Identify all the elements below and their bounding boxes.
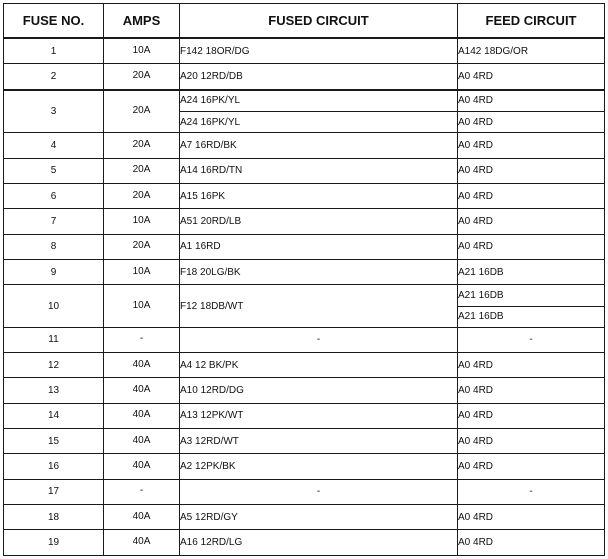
feed-circuit-cell: A21 16DB xyxy=(458,285,605,306)
fused-circuit-cell-text: F12 18DB/WT xyxy=(180,300,244,312)
table-row xyxy=(4,259,605,284)
amps-cell-text: 20A xyxy=(132,104,151,116)
fuse-number-cell xyxy=(4,327,104,352)
fused-circuit-cell-text: A10 12RD/DG xyxy=(180,385,244,397)
fuse-number-cell xyxy=(4,530,104,556)
fused-circuit-cell-text: A15 16PK xyxy=(180,190,226,202)
fused-circuit-cell xyxy=(180,158,458,183)
table-row xyxy=(4,90,605,112)
amps-cell xyxy=(104,209,180,234)
feed-circuit-cell: A0 4RD xyxy=(458,133,605,158)
amps-cell xyxy=(104,90,180,133)
amps-cell xyxy=(104,183,180,208)
amps-cell xyxy=(104,505,180,530)
fuse-number-cell xyxy=(4,183,104,208)
feed-circuit-cell: A0 4RD xyxy=(458,90,605,112)
fused-circuit-cell-text: A2 12PK/BK xyxy=(180,461,236,473)
fused-circuit-cell xyxy=(180,429,458,454)
fuse-number-cell xyxy=(4,285,104,328)
amps-cell xyxy=(104,403,180,428)
fused-circuit-cell-text: A20 12RD/DB xyxy=(180,71,243,83)
fuse-number-cell xyxy=(4,209,104,234)
feed-circuit-cell: A21 16DB xyxy=(458,306,605,327)
fused-circuit-cell-text: A24 16PK/YL xyxy=(180,95,241,107)
amps-cell xyxy=(104,378,180,403)
amps-cell-text: 40A xyxy=(132,384,151,396)
fused-circuit-cell xyxy=(180,183,458,208)
amps-cell xyxy=(104,327,180,352)
fuse-number-cell xyxy=(4,353,104,378)
fuse-number-cell-text: 19 xyxy=(47,537,60,549)
fused-circuit-cell xyxy=(180,234,458,259)
fused-circuit-cell xyxy=(180,285,458,328)
fuse-number-cell xyxy=(4,90,104,133)
fuse-number-cell xyxy=(4,64,104,90)
fuse-number-cell-text: 10 xyxy=(47,300,60,312)
fuse-number-cell-text: 8 xyxy=(50,241,57,253)
amps-cell-text: 20A xyxy=(132,240,151,252)
feed-circuit-cell: A0 4RD xyxy=(458,505,605,530)
fused-circuit-cell-text: A5 12RD/GY xyxy=(180,511,238,523)
fused-circuit-cell-text: - xyxy=(316,334,321,346)
feed-circuit-cell: A0 4RD xyxy=(458,111,605,132)
fuse-number-cell xyxy=(4,429,104,454)
fuse-number-cell-text: 6 xyxy=(50,190,57,202)
amps-cell-text: 10A xyxy=(132,299,151,311)
table-row xyxy=(4,403,605,428)
feed-circuit-cell: A0 4RD xyxy=(458,353,605,378)
amps-cell-text: 20A xyxy=(132,70,151,82)
fused-circuit-cell xyxy=(180,530,458,556)
fused-circuit-cell xyxy=(180,353,458,378)
fused-circuit-cell-text: A13 12PK/WT xyxy=(180,410,244,422)
amps-cell-text: 10A xyxy=(132,44,151,56)
fuse-number-cell xyxy=(4,378,104,403)
amps-cell xyxy=(104,353,180,378)
table-row xyxy=(4,530,605,556)
amps-cell xyxy=(104,259,180,284)
fused-circuit-cell xyxy=(180,479,458,504)
fused-circuit-cell-text: A24 16PK/YL xyxy=(180,116,241,128)
amps-cell-text: - xyxy=(139,333,144,345)
feed-circuit-cell: A0 4RD xyxy=(458,64,605,90)
table-row xyxy=(4,353,605,378)
fused-circuit-cell-text: A4 12 BK/PK xyxy=(180,359,239,371)
fused-circuit-cell xyxy=(180,90,458,112)
fuse-number-cell-text: 13 xyxy=(47,385,60,397)
fuse-number-cell xyxy=(4,403,104,428)
table-row xyxy=(4,505,605,530)
header-amps: AMPS xyxy=(104,4,180,39)
feed-circuit-cell: - xyxy=(458,479,605,504)
fused-circuit-cell-text: A7 16RD/BK xyxy=(180,139,237,151)
fused-circuit-cell-text: - xyxy=(316,486,321,498)
amps-cell xyxy=(104,530,180,556)
fuse-number-cell-text: 7 xyxy=(50,215,57,227)
fused-circuit-cell xyxy=(180,327,458,352)
feed-circuit-cell: A21 16DB xyxy=(458,259,605,284)
fused-circuit-cell xyxy=(180,378,458,403)
table-row xyxy=(4,454,605,479)
fuse-number-cell xyxy=(4,133,104,158)
fused-circuit-cell-text: A1 16RD xyxy=(180,241,221,253)
feed-circuit-cell: A0 4RD xyxy=(458,234,605,259)
table-row xyxy=(4,327,605,352)
table-row xyxy=(4,158,605,183)
amps-cell-text: 20A xyxy=(132,138,151,150)
feed-circuit-cell: A0 4RD xyxy=(458,429,605,454)
fuse-number-cell xyxy=(4,234,104,259)
fuse-number-cell xyxy=(4,38,104,64)
amps-cell-text: 40A xyxy=(132,409,151,421)
header-feed-circuit: FEED CIRCUIT xyxy=(458,4,605,39)
amps-cell-text: 40A xyxy=(132,358,151,370)
header-fused-circuit: FUSED CIRCUIT xyxy=(180,4,458,39)
fused-circuit-cell xyxy=(180,133,458,158)
amps-cell xyxy=(104,234,180,259)
feed-circuit-cell: A0 4RD xyxy=(458,158,605,183)
fused-circuit-cell-text: A16 12RD/LG xyxy=(180,537,243,549)
fused-circuit-cell xyxy=(180,38,458,64)
fused-circuit-cell xyxy=(180,403,458,428)
amps-cell-text: 40A xyxy=(132,510,151,522)
table-row xyxy=(4,285,605,306)
amps-cell-text: 40A xyxy=(132,434,151,446)
amps-cell xyxy=(104,285,180,328)
amps-cell-text: - xyxy=(139,485,144,497)
fuse-number-cell-text: 17 xyxy=(47,486,60,498)
fused-circuit-cell xyxy=(180,505,458,530)
fuse-number-cell-text: 18 xyxy=(47,511,60,523)
fused-circuit-cell xyxy=(180,111,458,132)
feed-circuit-cell: A0 4RD xyxy=(458,454,605,479)
fuse-number-cell-text: 15 xyxy=(47,435,60,447)
fuse-number-cell xyxy=(4,158,104,183)
fuse-number-cell-text: 4 xyxy=(50,139,57,151)
fuse-number-cell-text: 12 xyxy=(47,359,60,371)
table-row xyxy=(4,133,605,158)
feed-circuit-cell: A0 4RD xyxy=(458,209,605,234)
amps-cell-text: 10A xyxy=(132,214,151,226)
table-row xyxy=(4,429,605,454)
fuse-number-cell-text: 11 xyxy=(48,334,59,346)
table-row xyxy=(4,64,605,90)
feed-circuit-cell: A0 4RD xyxy=(458,403,605,428)
fuse-table xyxy=(3,3,605,556)
table-row xyxy=(4,234,605,259)
header-row xyxy=(4,4,605,39)
amps-cell xyxy=(104,429,180,454)
feed-circuit-cell: A0 4RD xyxy=(458,530,605,556)
fused-circuit-cell-text: A14 16RD/TN xyxy=(180,165,243,177)
feed-circuit-cell: A142 18DG/OR xyxy=(458,38,605,64)
fused-circuit-cell xyxy=(180,209,458,234)
table-row xyxy=(4,378,605,403)
feed-circuit-cell: A0 4RD xyxy=(458,378,605,403)
feed-circuit-cell: - xyxy=(458,327,605,352)
amps-cell-text: 40A xyxy=(132,460,151,472)
fused-circuit-cell-text: F142 18OR/DG xyxy=(180,45,250,57)
fused-circuit-cell xyxy=(180,259,458,284)
fused-circuit-cell xyxy=(180,64,458,90)
fused-circuit-cell-text: F18 20LG/BK xyxy=(180,266,241,278)
table-row xyxy=(4,479,605,504)
fused-circuit-cell xyxy=(180,454,458,479)
amps-cell-text: 20A xyxy=(132,164,151,176)
fuse-number-cell-text: 1 xyxy=(50,45,57,57)
table-row xyxy=(4,183,605,208)
header-fuse-no: FUSE NO. xyxy=(4,4,104,39)
table-header xyxy=(4,4,605,39)
fuse-number-cell-text: 5 xyxy=(50,165,57,177)
table-row xyxy=(4,38,605,64)
fuse-number-cell-text: 14 xyxy=(47,410,60,422)
fuse-number-cell xyxy=(4,259,104,284)
amps-cell xyxy=(104,158,180,183)
fused-circuit-cell-text: A51 20RD/LB xyxy=(180,215,242,227)
fuse-number-cell-text: 16 xyxy=(47,461,60,473)
amps-cell xyxy=(104,454,180,479)
amps-cell xyxy=(104,64,180,90)
amps-cell xyxy=(104,133,180,158)
amps-cell xyxy=(104,38,180,64)
fuse-number-cell xyxy=(4,505,104,530)
fuse-number-cell xyxy=(4,454,104,479)
amps-cell xyxy=(104,479,180,504)
fuse-number-cell xyxy=(4,479,104,504)
fuse-number-cell-text: 9 xyxy=(50,266,57,278)
feed-circuit-cell: A0 4RD xyxy=(458,183,605,208)
table-body xyxy=(4,38,605,556)
fused-circuit-cell-text: A3 12RD/WT xyxy=(180,435,239,447)
fuse-number-cell-text: 3 xyxy=(50,105,57,117)
fuse-number-cell-text: 2 xyxy=(50,71,57,83)
amps-cell-text: 40A xyxy=(132,536,151,548)
table-row xyxy=(4,209,605,234)
amps-cell-text: 10A xyxy=(132,265,151,277)
amps-cell-text: 20A xyxy=(132,189,151,201)
